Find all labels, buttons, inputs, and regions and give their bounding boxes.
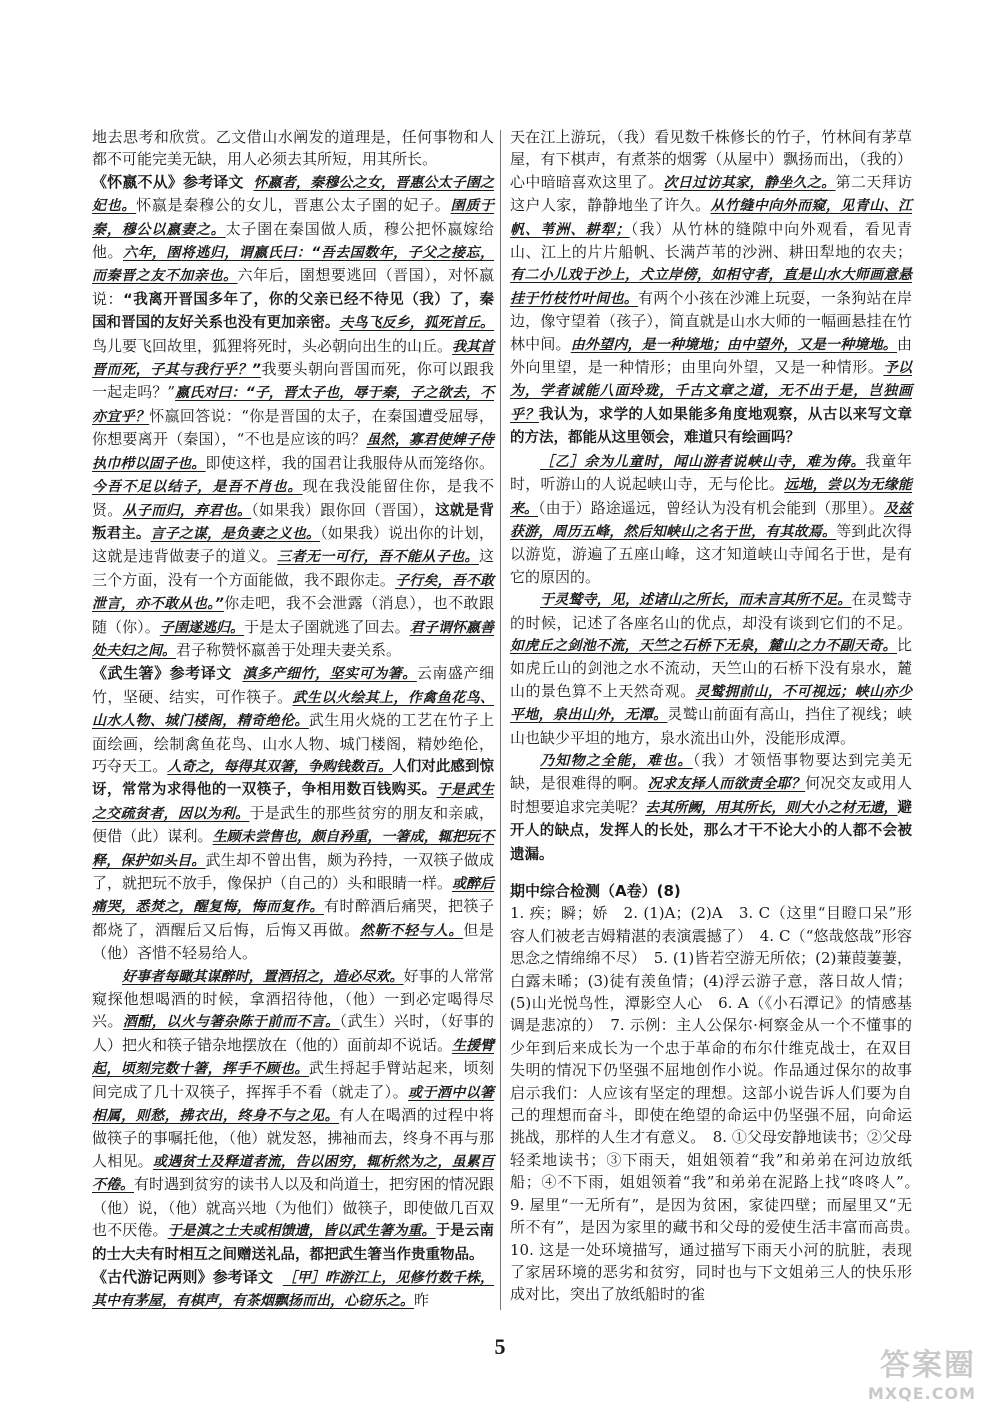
translation-text: 我要头朝向晋国而死，你可以跟我一起走吗？”	[92, 360, 494, 402]
watermark-logo	[826, 1340, 976, 1406]
right-column	[510, 126, 928, 1306]
translation-text: 由外向里望，是一种情形；由里向外望，又是一种情形。	[510, 334, 912, 377]
youji-section	[92, 1266, 494, 1313]
translation-text: 于是云南的士大夫有时相互之间赠送礼品，都把武生箸当作贵重物品。	[92, 1223, 495, 1263]
wusheng-section-2	[92, 965, 494, 1266]
translation-text: “我离开晋国多年了，你的父亲已经不待见（我）了，秦国和晋国的友好关系也没有更加亲密。	[92, 291, 494, 332]
translation-text: 六年后，圉想要逃回（晋国），对怀嬴说：	[92, 266, 494, 308]
watermark-url: MXQE.COM	[867, 1384, 976, 1403]
translation-text: 鸟儿要飞回故里，狐狸将死时，头必朝向出生的山丘。	[92, 336, 453, 355]
original-text: 好事者每瞰其谋醉时，置酒招之，造必尽欢。	[122, 968, 404, 985]
youji-yi-2	[510, 588, 912, 749]
translation-text: （我）从竹林的缝隙中向外观看，看见青山、江上的片片船帆、长满芦苇的沙洲、耕田犁地的农夫；	[510, 219, 912, 262]
translation-text: 第二天拜访这户人家，静静地坐了许久。	[510, 172, 912, 215]
translation-text: 这就是背叛君主。	[92, 502, 494, 542]
translation-text: （如果我）跟你回（晋国），	[251, 500, 436, 519]
translation-text: 但是（他）吝惜不轻易给人。	[92, 920, 494, 963]
original-text: 怀嬴者，秦穆公之女，晋惠公太子圉之妃也。	[92, 174, 494, 215]
original-text: 三者无一可行，吾不能从子也。	[277, 549, 479, 566]
section-title: 《武生箸》参考译文	[92, 664, 232, 683]
translation-text: 即使这样，我的国君让我服侍从而笼络你。	[205, 453, 494, 472]
translation-text: 我认为，求学的人如果能多角度地观察，从古以来写文章的方法，都能从这里领会，难道只有绘画吗？	[510, 406, 913, 447]
original-text: 子行矣，吾不敢泄言，亦不敢从也。”	[92, 572, 494, 613]
translation-text: （武生）兴时，（好事的人）把火和筷子错杂地摆放在（他的）面前却不说话。	[92, 1012, 494, 1054]
translation-text: 比如虎丘山的剑池之水不流动，天竺山的石桥下没有泉水，麓山的景色算不上天然奇观。	[510, 635, 912, 700]
translation-text: 避开人的缺点，发挥人的长处，那么才干不论大小的人都不会被遗漏。	[510, 799, 912, 863]
translation-text: 人们对此感到惊讶，常常为求得他的一双筷子，争相用数百钱购买。	[92, 758, 495, 799]
original-text: 由外望内，是一种境地；由中望外，又是一种境地。	[570, 336, 897, 353]
original-text: 于灵鹫寺，见，述诸山之所长，而未言其所不足。	[540, 592, 852, 609]
translation-text: 怀嬴是秦穆公的女儿，晋惠公太子圉的妃子。	[136, 196, 451, 215]
page-number: 5	[494, 1334, 506, 1359]
translation-text: 怀嬴回答说：“你是晋国的太子，在秦国遭受屈辱，你想要离开（秦国），“不也是应该的吗？	[92, 406, 494, 449]
original-text: 远地，尝以为无缘能来。	[510, 477, 912, 517]
translation-text: 有人在喝酒的过程中将做筷子的事嘱托他，（他）就发怒，拂袖而去，终身不再与那人相见。	[92, 1106, 494, 1170]
original-text: 或遇贫士及释道者流，告以困穷，辄析然为之，虽累百不倦。	[92, 1153, 494, 1194]
translation-text: （如果我）说出你的计划，这就是违背做妻子的道义。	[92, 523, 495, 566]
original-text: 子圉遂逃归。	[159, 619, 245, 636]
translation-text: 在灵鹫寺的时候，记述了各座名山的优点，却没有谈到它们的不足。	[510, 590, 912, 632]
original-text: 如虎丘之剑池不流，天竺之石桥下无泉，麓山之力不副天奇。	[510, 637, 897, 654]
original-text: 去其所阙，用其所长，则大小之材无遗，	[645, 799, 898, 816]
section-title: 《古代游记两则》参考译文	[92, 1267, 274, 1286]
original-text: 圉质于秦，穆公以嬴妻之。	[92, 198, 495, 238]
original-text: 况求友择人而欲责全耶？	[647, 776, 806, 793]
original-text: ［乙］余为儿童时，闻山游者说峡山寺，难为俦。	[540, 453, 866, 470]
translation-text: 君子称赞怀嬴善于处理夫妻关系。	[176, 640, 402, 659]
original-text: 乃知物之全能，难也。	[540, 752, 693, 769]
original-text: 六年，圉将逃归，谓嬴氏曰：“吾去国数年，子父之接忘，而秦晋之友不加亲也。	[92, 245, 494, 285]
original-text: 灵鹫拥前山，不可视远；峡山亦少平地，泉出山外，无潭。	[510, 683, 912, 724]
original-text: 予以为，学者诚能八面玲珑，千古文章之道，无不出于是，岂独画乎？	[510, 360, 912, 423]
original-text: 或醉后痛哭，悉焚之，醒复悔，悔而复作。	[92, 876, 495, 916]
translation-text: 有时遇到贫穷的读书人以及和尚道士，把穷困的情况跟（他）说，（他）就高兴地（为他们）做筷子，即使做几百双也不厌倦。	[92, 1175, 495, 1240]
translation-text: 太子圉在秦国做人质，穆公把怀嬴嫁给他。	[92, 219, 494, 262]
paragraph	[92, 126, 494, 171]
translation-text: 我童年时，听游山的人说起峡山寺，无与伦比。	[510, 451, 912, 494]
youji-yi-3	[510, 749, 912, 866]
youji-yi	[510, 450, 912, 588]
original-text: 我其首晋而死，子其与我行乎？”	[92, 338, 495, 379]
original-text: 虽然，寡君使婢子侍执巾栉以固子也。	[92, 432, 495, 472]
answer-text: 1. 疾；瞬；娇 2. (1)A；(2)A 3. C（这里“目瞪口呆”形容人们被老吉姆精湛的表演震撼了） 4. C（“悠哉悠哉”形容思念之情绵绵不尽） 5. (1)皆若空游无所依；(2)蒹葭萋萋，白露未晞；(3)徒有羡鱼情；(4)浮云游子意，落日故人情；(5)山光悦鸟性，潭影空人心 6. A（《小石潭记》的情感基调是悲凉的） 7. 示例：主人公保尔·柯察金从一个不懂事的少年到后来成长为一个忠于革命的布尔什维克战士，在双目失明的情况下仍坚强不屈地创作小说。作品通过保尔的故事启示我们：人应该有坚定的理想。这部小说告诉人们要为自己的理想而奋斗，即使在绝望的命运中仍坚强不屈，向命运挑战，那样的人生才有意义。 8. ①父母安静地读书；②父母轻柔地读书；③下雨天，姐姐领着“我”和弟弟在河边放纸船；④不下雨，姐姐领着“我”和弟弟在泥路上找“咚咚人”。 9. 屋里“一无所有”，是因为贫困，家徒四壁；而屋里又“无所不有”，是因为家里的藏书和父母的爱使生活丰富而高贵。 10. 这是一处环境描写，通过描写下雨天小河的肮脏，表现了家居环境的恶劣和贫穷，同时也与下文姐弟三人的快乐形成对比，突出了放纸船时的雀	[510, 904, 928, 1304]
translation-text: 武生捋起手臂站起来，顷刻间完成了几十双筷子，挥挥手不看（就走了）。	[92, 1059, 494, 1101]
original-text: 言子之谋，是负妻之义也。	[150, 525, 321, 542]
translation-text: 昨	[414, 1291, 430, 1310]
column-divider	[500, 130, 501, 1310]
translation-text: 你走吧，我不会泄露（消息），也不敢跟随（你）。	[92, 594, 494, 636]
original-text: 从竹缝中向外而窥，见青山、江帆、苇洲、耕犁；	[510, 198, 912, 238]
translation-text: （我）才领悟事物要达到完美无缺，是很难得的啊。	[510, 750, 912, 793]
original-text: 有二小儿戏于沙上，犬立岸傍，如相守者，直是山水大师画意悬挂于竹枝竹叶间也。	[510, 267, 912, 307]
translation-text: 好事的人常常窥探他想喝酒的时候，拿酒招待他，（他）一到必定喝得尽兴。	[92, 966, 494, 1031]
exam-title	[510, 880, 912, 902]
wusheng-section	[92, 662, 494, 964]
original-text: 今吾不足以结子，是吾不肖也。	[92, 479, 303, 496]
original-text: 滇多产细竹，坚实可为箸。	[242, 666, 417, 683]
original-text: 及兹获游，周历五峰，然后知峡山之名于世，有其故焉。	[510, 500, 913, 540]
translation-text: 这三个方面，没有一个方面能做，我不跟你走。	[92, 547, 494, 589]
exam-answers	[510, 902, 928, 1305]
translation-text: 天在江上游玩，（我）看见数千株修长的竹子，竹林间有茅草屋，有下棋声，有煮茶的烟雾（从屋中）飘扬而出，（我的）心中暗暗喜欢这里了。	[510, 128, 912, 191]
original-text: 次日过访其家，静坐久之。	[663, 174, 836, 191]
youji-continued	[510, 126, 912, 450]
original-text: 人奇之，每得其双箸，争购钱数百。	[167, 758, 393, 775]
original-text: 从子而归，弃君也。	[122, 502, 252, 519]
original-text: 生顾未尝售也，颇自矜重，一箸成，辄把玩不释，保护如头目。	[92, 829, 494, 869]
original-text: 嬴氏对曰：“子，晋太子也，辱于秦，子之欲去，不亦宜乎？	[92, 385, 495, 425]
text: 地去思考和欣赏。乙文借山水阐发的道理是，任何事物和人都不可能完美无缺，用人必须去其所短，用其所长。	[92, 128, 494, 169]
original-text: 君子谓怀嬴善处夫妇之间。	[92, 619, 494, 659]
original-text: 生援臂起，顷刻完数十箸，挥手不顾也。	[92, 1037, 495, 1078]
translation-text: 云南盛产细竹，坚硬、结实，可作筷子。	[92, 664, 494, 706]
translation-text: 于是太子圉就逃了回去。	[244, 617, 410, 636]
original-text: 武生以火绘其上，作禽鱼花鸟、山水人物、城门楼阁，精奇绝伦。	[92, 689, 494, 730]
translation-text: 现在我没能留住你，是我不贤。	[92, 477, 494, 519]
section-title: 期中综合检测（A卷）(8)	[510, 882, 681, 900]
watermark-text: 答案圈	[880, 1348, 976, 1383]
original-text: 酒酣，以火与箸杂陈于前而不言。	[122, 1014, 340, 1031]
spacer	[510, 866, 912, 880]
translation-text: 有时醉酒后痛哭，把筷子都烧了，酒醒后又后悔，后悔又再做。	[92, 897, 494, 939]
original-text: 夫鸟飞反乡，狐死首丘。	[339, 315, 495, 332]
translation-text: 于是武生的那些贫穷的朋友和亲戚，便借（此）谋利。	[92, 803, 494, 846]
left-column	[92, 126, 494, 1313]
translation-text: 灵鹫山前面有高山，挡住了视线；峡山也缺少平坦的地方，泉水流出山外，没能形成潭。	[510, 705, 912, 747]
huaiying-section	[92, 171, 494, 663]
translation-text: 等到此次得以游览，游遍了五座山峰，这才知道峡山寺闻名于世，是有它的原因的。	[510, 521, 912, 586]
translation-text: 有两个小孩在沙滩上玩耍，一条狗站在岸边，像守望着（孩子），简直就是山水大师的一幅画悬挂在竹林中间。	[510, 288, 912, 353]
translation-text: 武生用火烧的工艺在竹子上面绘画，绘制禽鱼花鸟、山水人物、城门楼阁，精妙绝伦，巧夺天工。	[92, 711, 494, 775]
original-text: 或于酒中以箸相属，则愁，拂衣出，终身不与之见。	[92, 1084, 495, 1125]
translation-text: 武生却不曾出售，颇为矜持，一双筷子做成了，就把玩不放手，像保护（自己的）头和眼睛一样。	[92, 850, 494, 892]
original-text: 然靳不轻与人。	[359, 922, 464, 939]
section-title: 《怀嬴不从》参考译文	[92, 172, 244, 191]
original-text: ［甲］昨游江上，见修竹数千株，其中有茅屋，有棋声，有茶烟飘扬而出，心窃乐之。	[92, 1269, 494, 1310]
translation-text: 何况交友或用人时想要追求完美呢？	[510, 774, 912, 816]
original-text: 于是滇之士夫或相馈遗，皆以武生箸为重。	[167, 1223, 436, 1240]
translation-text: （由于）路途遥远，曾经认为没有机会能到（那里）。	[538, 498, 884, 517]
original-text: 于是武生之交疏贫者，因以为利。	[92, 782, 495, 822]
